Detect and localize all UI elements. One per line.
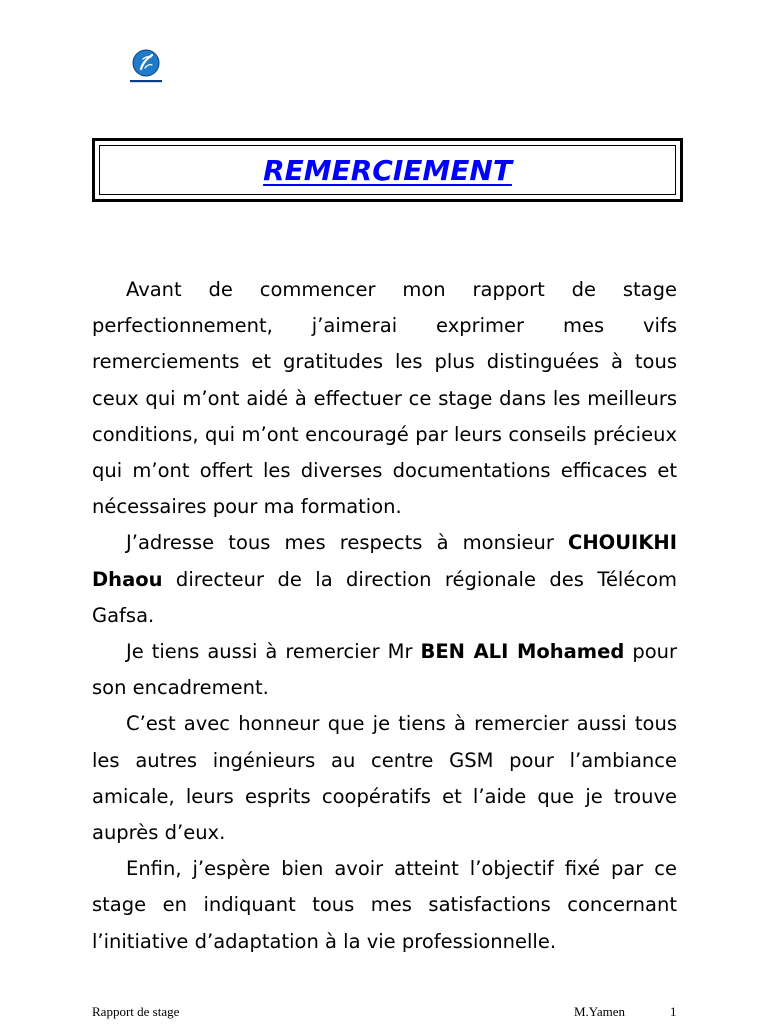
paragraph-supervisor — [92, 634, 677, 706]
paragraph-engineers: C’est avec honneur que je tiens à remercier aussi tous les autres ingénieurs au centre GSM pour l’ambiance amicale, leurs esprits coopératifs et l’aide que je trouve auprès d’eux. — [92, 712, 677, 845]
title-box — [92, 138, 683, 202]
company-logo — [108, 44, 184, 90]
paragraph-director-post: directeur de la direction régionale des Télécom Gafsa. — [92, 567, 677, 627]
paragraph-intro: Avant de commencer mon rapport de stage perfectionnement, j’aimerai exprimer mes vifs remerciements et gratitudes les plus distinguées à tous ceux qui m’ont aidé à effectuer ce stage dans les meilleurs conditions, qui m’ont encouragé par leurs conseils précieux qui m’ont offert les diverses documentations efficaces et nécessaires pour ma formation. — [92, 278, 677, 519]
paragraph-supervisor-pre: Je tiens aussi à remercier Mr — [126, 640, 421, 664]
footer-report-title: Rapport de stage — [92, 1004, 180, 1019]
footer-author: M.Yamen — [574, 1004, 626, 1019]
paragraph-supervisor-post: pour son encadrement. — [92, 640, 677, 700]
paragraph-conclusion: Enfin, j’espère bien avoir atteint l’objectif fixé par ce stage en indiquant tous mes satisfactions concernant l’initiative d’adaptation à la vie professionnelle. — [92, 857, 677, 953]
page-title: REMERCIEMENT — [263, 153, 512, 187]
director-name: CHOUIKHI Dhaou — [92, 531, 677, 591]
tunisie-telecom-logo-icon — [108, 44, 184, 90]
paragraph-director — [92, 525, 677, 634]
supervisor-name: BEN ALI Mohamed — [420, 640, 625, 664]
acknowledgement-body — [92, 272, 677, 960]
title-inner-border — [99, 145, 676, 195]
paragraph-director-pre: J’adresse tous mes respects à monsieur — [126, 531, 569, 555]
page-number: 1 — [670, 1004, 677, 1019]
